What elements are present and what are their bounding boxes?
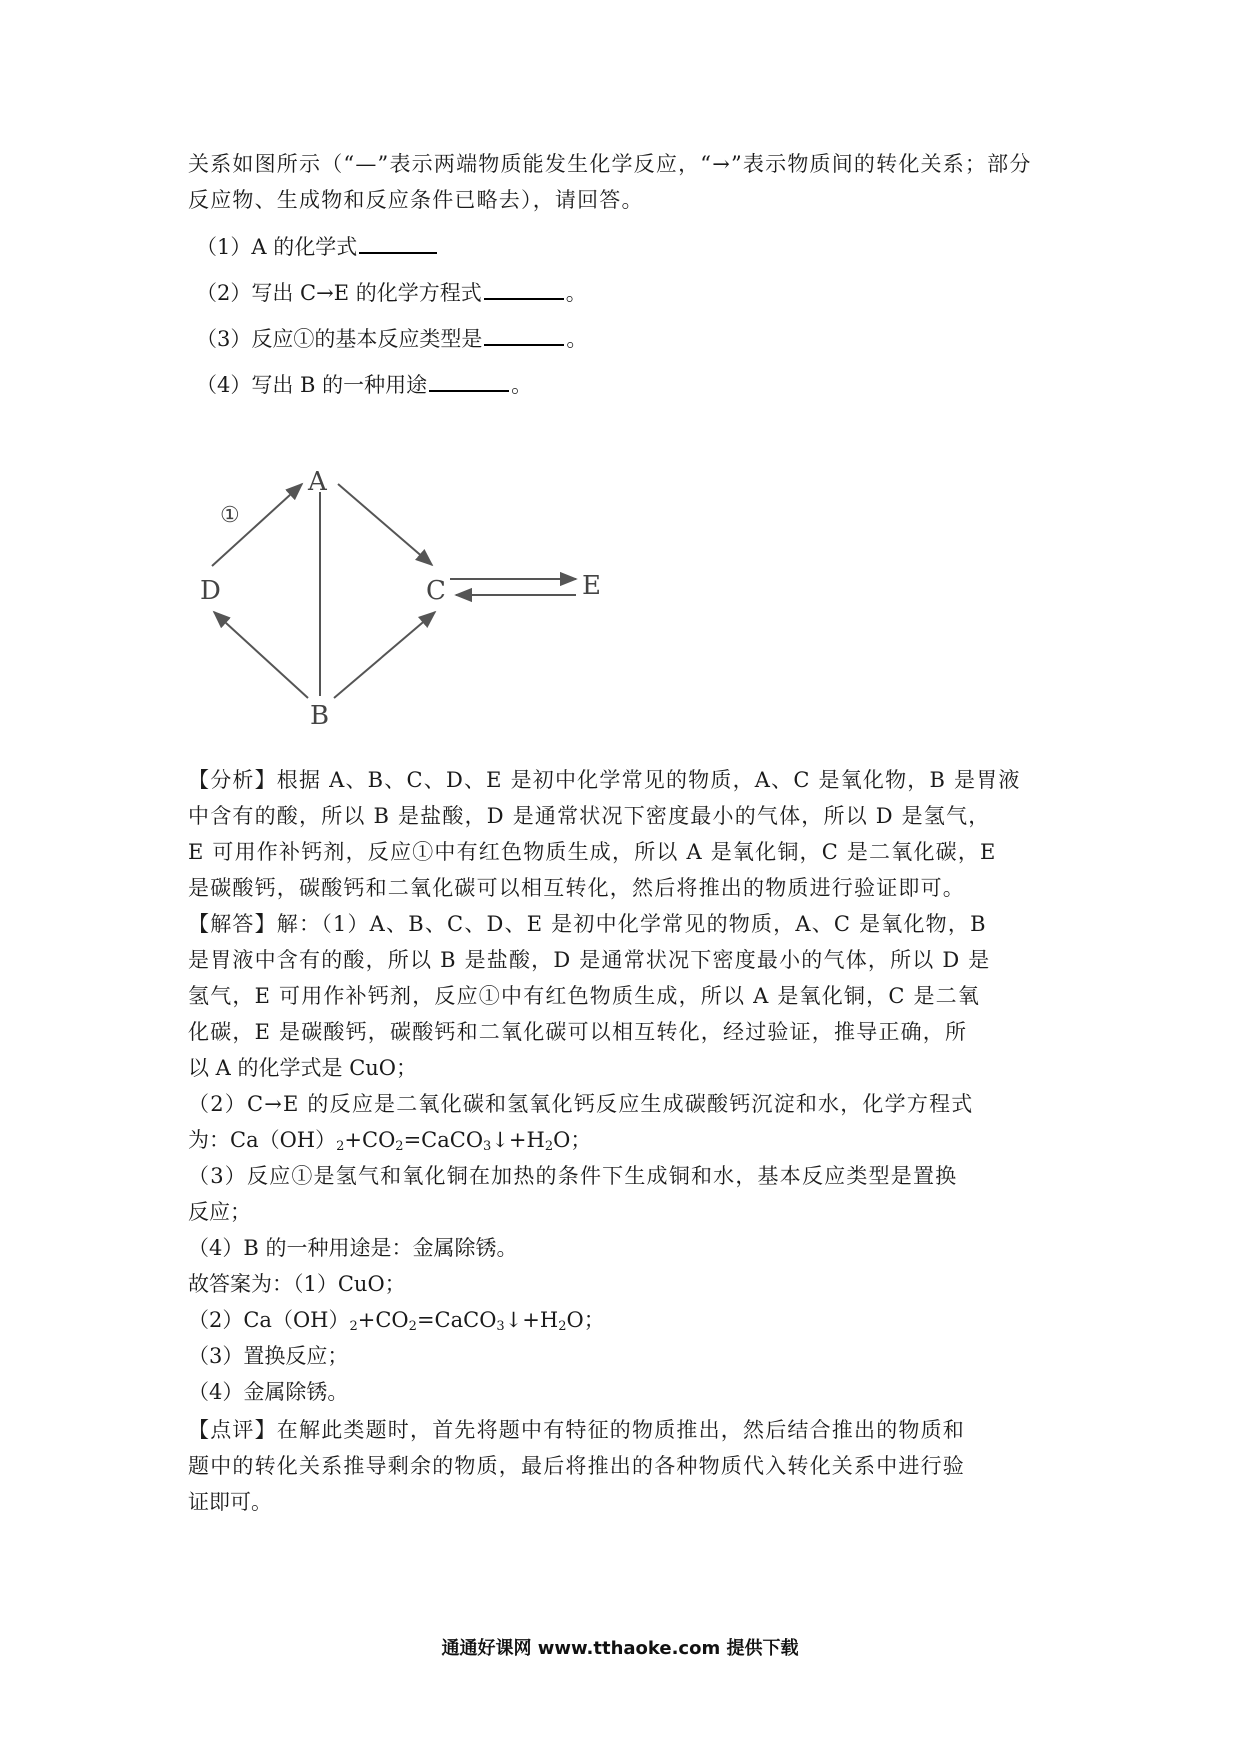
comment-line-1: 【点评】在解此类题时，首先将题中有特征的物质推出，然后结合推出的物质和 — [188, 1418, 965, 1442]
question-4-text: （4）写出 B 的一种用途 — [196, 373, 428, 397]
question-2-end: 。 — [565, 281, 587, 305]
analysis-line-4: 是碳酸钙，碳酸钙和二氧化碳可以相互转化，然后将推出的物质进行验证即可。 — [188, 876, 965, 900]
eq2-prefix: （2）Ca（OH） — [188, 1308, 350, 1332]
answer-line-9: 反应； — [188, 1200, 251, 1224]
eq1-prefix: 为：Ca（OH） — [188, 1128, 337, 1152]
answer-blank-2 — [484, 278, 564, 300]
answer-line-8: （3）反应①是氢气和氧化铜在加热的条件下生成铜和水，基本反应类型是置换 — [188, 1164, 958, 1188]
question-2-text: （2）写出 C→E 的化学方程式 — [196, 281, 482, 305]
edge-a-to-c — [338, 484, 432, 565]
eq1-sub-1: 2 — [336, 1139, 345, 1154]
eq2-mid-2: =CaCO — [416, 1308, 497, 1332]
answer-blank-1 — [359, 232, 437, 254]
answer-equation-2 — [188, 1306, 1060, 1334]
node-e: E — [582, 571, 601, 601]
eq1-mid-3: ↓+H — [491, 1128, 545, 1152]
eq1-sub-2: 2 — [395, 1139, 404, 1154]
reaction-diagram — [200, 462, 680, 730]
page-footer: 通通好课网 www.tthaoke.com 提供下载 — [441, 1638, 799, 1659]
question-3-end: 。 — [566, 327, 588, 351]
answer-line-4: 化碳，E 是碳酸钙，碳酸钙和二氧化碳可以相互转化，经过验证，推导正确，所 — [188, 1020, 968, 1044]
question-4 — [196, 370, 1068, 399]
eq2-sub-1: 2 — [349, 1319, 358, 1334]
question-3 — [196, 324, 1068, 353]
question-1 — [196, 232, 1068, 261]
answer-blank-4 — [429, 370, 509, 392]
answer-line-5: 以 A 的化学式是 CuO； — [188, 1056, 417, 1080]
eq1-sub-4: 2 — [544, 1139, 554, 1154]
node-c: C — [426, 576, 446, 606]
edge-b-to-d — [214, 612, 308, 698]
analysis-line-3: E 可用作补钙剂，反应①中有红色物质生成，所以 A 是氧化铜，C 是二氧化碳，E — [188, 840, 997, 864]
answer-line-14: （4）金属除锈。 — [188, 1380, 349, 1404]
eq2-sub-4: 2 — [558, 1319, 567, 1334]
node-b: B — [310, 701, 330, 730]
question-1-text: （1）A 的化学式 — [196, 235, 358, 259]
question-intro-line-2: 反应物、生成物和反应条件已略去），请回答。 — [188, 188, 644, 212]
answer-line-10: （4）B 的一种用途是：金属除锈。 — [188, 1236, 518, 1260]
reaction-1-label: ① — [220, 503, 240, 528]
eq2-end: O； — [566, 1308, 605, 1332]
eq1-mid-2: =CaCO — [403, 1128, 484, 1152]
answer-equation-1 — [188, 1126, 1060, 1154]
eq2-mid-3: ↓+H — [504, 1308, 559, 1332]
question-intro-line-1: 关系如图所示（“—”表示两端物质能发生化学反应，“→”表示物质间的转化关系；部分 — [188, 152, 1032, 176]
comment-line-3: 证即可。 — [188, 1490, 272, 1514]
eq2-sub-3: 3 — [496, 1319, 505, 1334]
answer-line-1: 【解答】解：（1）A、B、C、D、E 是初中化学常见的物质，A、C 是氧化物，B — [188, 912, 987, 936]
question-4-end: 。 — [511, 373, 533, 397]
question-2 — [196, 278, 1068, 307]
eq1-sub-3: 3 — [483, 1139, 492, 1154]
node-d: D — [200, 576, 221, 606]
node-a: A — [308, 467, 327, 497]
analysis-line-2: 中含有的酸，所以 B 是盐酸，D 是通常状况下密度最小的气体，所以 D 是氢气， — [188, 804, 991, 828]
eq1-mid: +CO — [344, 1128, 396, 1152]
answer-blank-3 — [484, 324, 564, 346]
question-3-text: （3）反应①的基本反应类型是 — [196, 327, 483, 351]
answer-line-13: （3）置换反应； — [188, 1344, 349, 1368]
eq2-sub-2: 2 — [408, 1319, 417, 1334]
eq2-mid: +CO — [357, 1308, 409, 1332]
edge-b-to-c — [334, 612, 435, 698]
answer-line-11: 故答案为：（1）CuO； — [188, 1272, 406, 1296]
answer-line-2: 是胃液中含有的酸，所以 B 是盐酸，D 是通常状况下密度最小的气体，所以 D 是 — [188, 948, 991, 972]
comment-line-2: 题中的转化关系推导剩余的物质，最后将推出的各种物质代入转化关系中进行验 — [188, 1454, 965, 1478]
answer-line-3: 氢气，E 可用作补钙剂，反应①中有红色物质生成，所以 A 是氧化铜，C 是二氧 — [188, 984, 981, 1008]
answer-line-6: （2）C→E 的反应是二氧化碳和氢氧化钙反应生成碳酸钙沉淀和水，化学方程式 — [188, 1092, 974, 1116]
eq1-end: O； — [553, 1128, 592, 1152]
analysis-line-1: 【分析】根据 A、B、C、D、E 是初中化学常见的物质，A、C 是氧化物，B 是胃液 — [188, 768, 1021, 792]
